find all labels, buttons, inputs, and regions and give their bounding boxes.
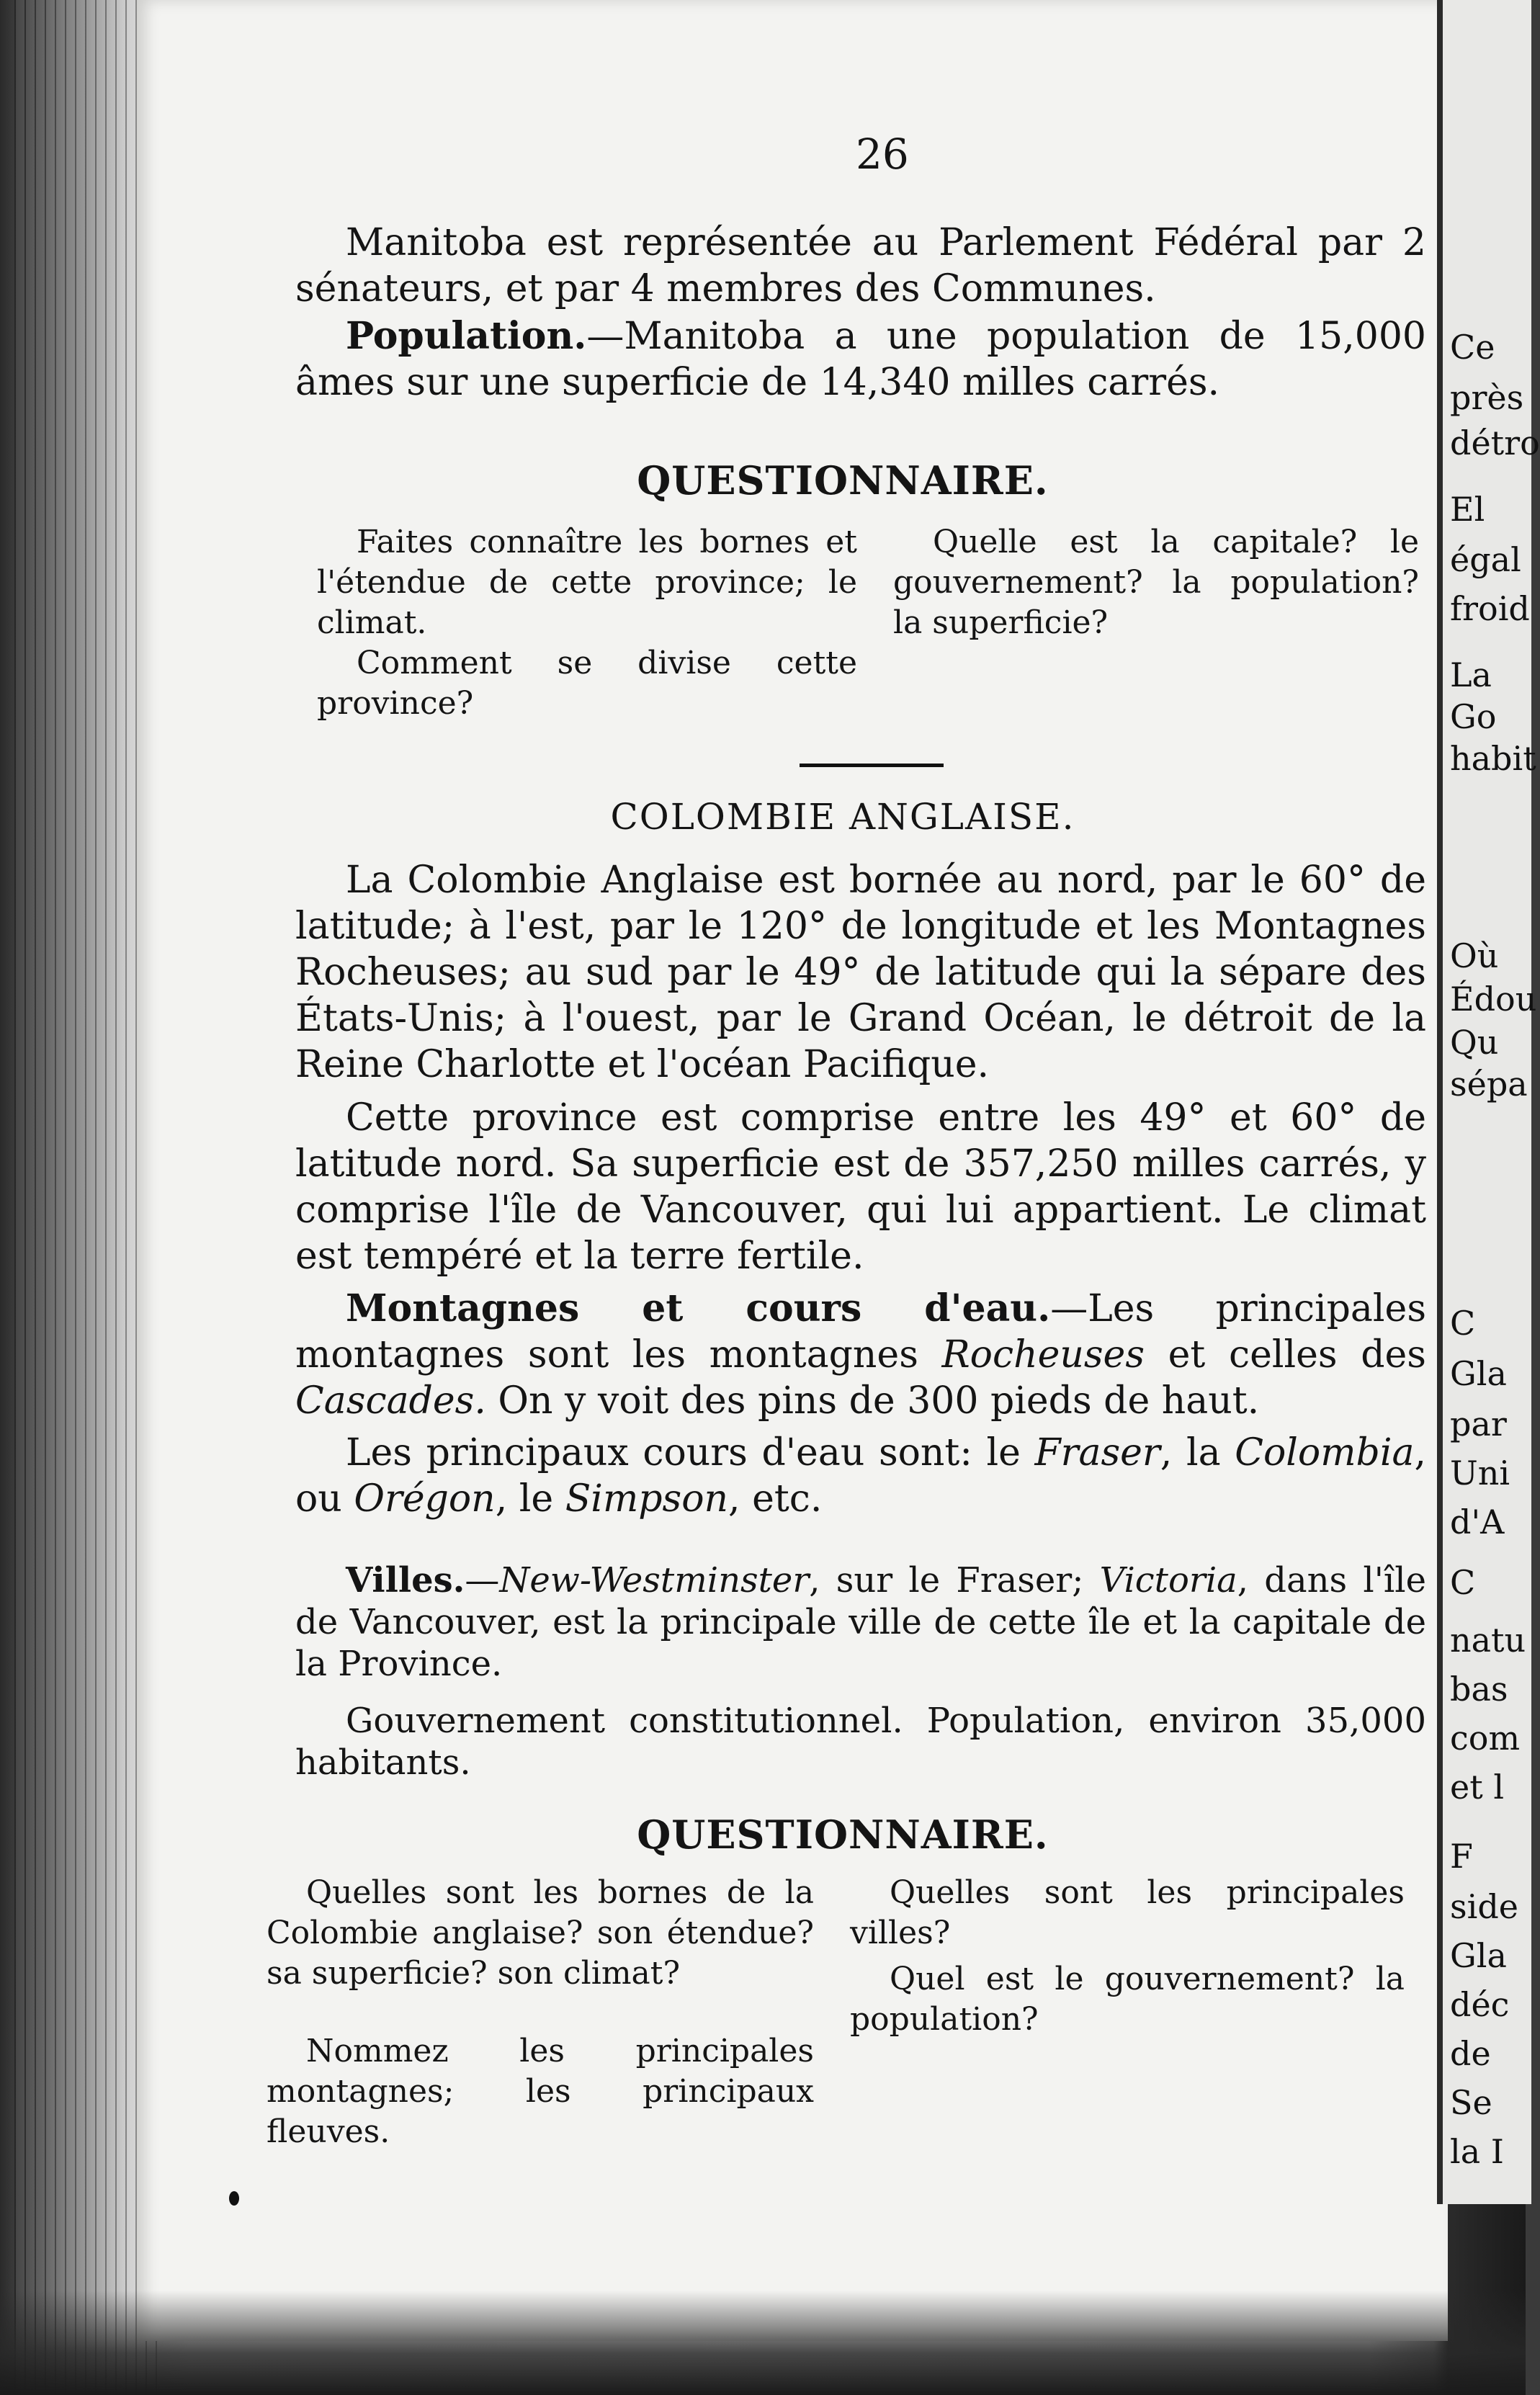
city-name: Victoria xyxy=(1099,1560,1237,1601)
edge-fragment: natu xyxy=(1450,1621,1526,1660)
section-paragraph: Cette province est comprise entre les 49° et 60° de latitude nord. Sa superficie est de 357,250 milles carrés, y comprise l'île de Vancouver, qui lui appartient. Le climat est tempéré et la terre fertile. xyxy=(295,1096,1426,1278)
edge-fragment: Où xyxy=(1450,936,1499,975)
mountains-name: Rocheuses xyxy=(941,1333,1145,1376)
cities-text: , dans l'île de Vancouver, est la principale ville de cette île et la capitale de la Province. xyxy=(295,1560,1426,1684)
ink-spot xyxy=(229,2191,239,2206)
edge-fragment: par xyxy=(1450,1405,1507,1443)
bottom-shadow xyxy=(0,2291,1526,2395)
cities-label: Villes. xyxy=(346,1560,465,1601)
question-item: Nommez les principales montagnes; les principaux fleuves. xyxy=(267,2033,814,2150)
edge-fragment: Qu xyxy=(1450,1023,1499,1062)
mountains-text: On y voit des pins de 300 pieds de haut. xyxy=(485,1379,1260,1423)
edge-fragment: bas xyxy=(1450,1670,1508,1709)
edge-fragment: de xyxy=(1450,2034,1491,2073)
population-paragraph xyxy=(295,313,1426,406)
next-page-edge xyxy=(1437,0,1540,2204)
edge-fragment: La xyxy=(1450,655,1492,694)
river-name: Fraser xyxy=(1034,1431,1160,1474)
river-name: Orégon xyxy=(354,1477,496,1521)
question-item: Quel est le gouvernement? la population? xyxy=(850,1961,1405,2038)
question-item: Quelles sont les bornes de la Colombie anglaise? son étendue? sa superficie? son climat? xyxy=(267,1874,814,1992)
edge-fragment: égal xyxy=(1450,540,1521,579)
edge-fragment: Ce xyxy=(1450,328,1495,367)
page-number: 26 xyxy=(856,130,909,179)
rivers-text: , le xyxy=(495,1477,565,1521)
edge-fragment: sépa xyxy=(1450,1065,1528,1104)
rivers-paragraph xyxy=(295,1430,1426,1522)
edge-fragment: El xyxy=(1450,490,1485,529)
questionnaire-heading: QUESTIONNAIRE. xyxy=(637,1812,1049,1858)
mountains-text: et celles des xyxy=(1145,1333,1426,1376)
section-divider xyxy=(800,764,944,767)
intro-paragraph: Manitoba est représentée au Parlement Fédéral par 2 sénateurs, et par 4 membres des Communes. xyxy=(295,221,1426,310)
cities-text: , sur le Fraser; xyxy=(809,1560,1100,1601)
cities-paragraph xyxy=(295,1559,1426,1685)
edge-fragment: Gla xyxy=(1450,1936,1507,1975)
mountains-text: —Les principales montagnes sont les montagnes xyxy=(295,1287,1426,1376)
mountains-paragraph xyxy=(295,1286,1426,1424)
rivers-text: , etc. xyxy=(728,1477,823,1521)
question-item: Quelle est la capitale? le gouvernement? la population? la superficie? xyxy=(893,524,1419,641)
rivers-text: , la xyxy=(1160,1431,1235,1474)
edge-fragment: Go xyxy=(1450,697,1497,736)
government-paragraph: Gouvernement constitutionnel. Population, environ 35,000 habitants. xyxy=(295,1701,1426,1783)
edge-fragment: C xyxy=(1450,1304,1476,1343)
city-name: New-Westminster xyxy=(499,1560,810,1601)
mountains-name: Cascades. xyxy=(295,1379,486,1423)
section-title: COLOMBIE ANGLAISE. xyxy=(610,796,1075,838)
question-item: Faites connaître les bornes et l'étendue de cette province; le climat. xyxy=(317,524,857,641)
question-item: Comment se divise cette province? xyxy=(317,645,857,722)
river-name: Simpson xyxy=(565,1477,729,1521)
edge-fragment: près xyxy=(1450,378,1524,417)
edge-fragment: d'A xyxy=(1450,1503,1505,1541)
population-label: Population. xyxy=(346,314,587,358)
edge-fragment: Édou xyxy=(1450,980,1537,1019)
rivers-text: Les principaux cours d'eau sont: le xyxy=(346,1431,1035,1474)
edge-fragment: Se xyxy=(1450,2083,1492,2122)
edge-fragment: Uni xyxy=(1450,1454,1510,1492)
mountains-label: Montagnes et cours d'eau. xyxy=(346,1286,1051,1330)
rivers-text: , ou xyxy=(295,1431,1426,1521)
edge-fragment: déc xyxy=(1450,1985,1510,2024)
edge-fragment: C xyxy=(1450,1563,1476,1602)
edge-fragment: F xyxy=(1450,1837,1473,1876)
edge-fragment: détro xyxy=(1450,424,1540,462)
cities-text: — xyxy=(465,1560,500,1601)
population-text: —Manitoba a une population de 15,000 âmes sur une superficie de 14,340 milles carrés. xyxy=(295,315,1426,404)
questionnaire-heading: QUESTIONNAIRE. xyxy=(637,457,1049,503)
edge-fragment: la I xyxy=(1450,2132,1504,2171)
section-paragraph: La Colombie Anglaise est bornée au nord, par le 60° de latitude; à l'est, par le 120° de longitude et les Montagnes Rocheuses; au sud par le 49° de latitude qui la sépare des États-Unis; à l'ouest, par le Grand Océan, le détroit de la Reine Charlotte et l'océan Pacifique. xyxy=(295,859,1426,1086)
edge-fragment: Gla xyxy=(1450,1354,1507,1393)
edge-fragment: et l xyxy=(1450,1768,1505,1807)
river-name: Colombia xyxy=(1235,1431,1415,1474)
edge-fragment: habit xyxy=(1450,739,1536,778)
edge-fragment: froid xyxy=(1450,589,1530,628)
edge-fragment: side xyxy=(1450,1887,1518,1926)
question-item: Quelles sont les principales villes? xyxy=(850,1874,1405,1951)
edge-fragment: com xyxy=(1450,1719,1521,1758)
